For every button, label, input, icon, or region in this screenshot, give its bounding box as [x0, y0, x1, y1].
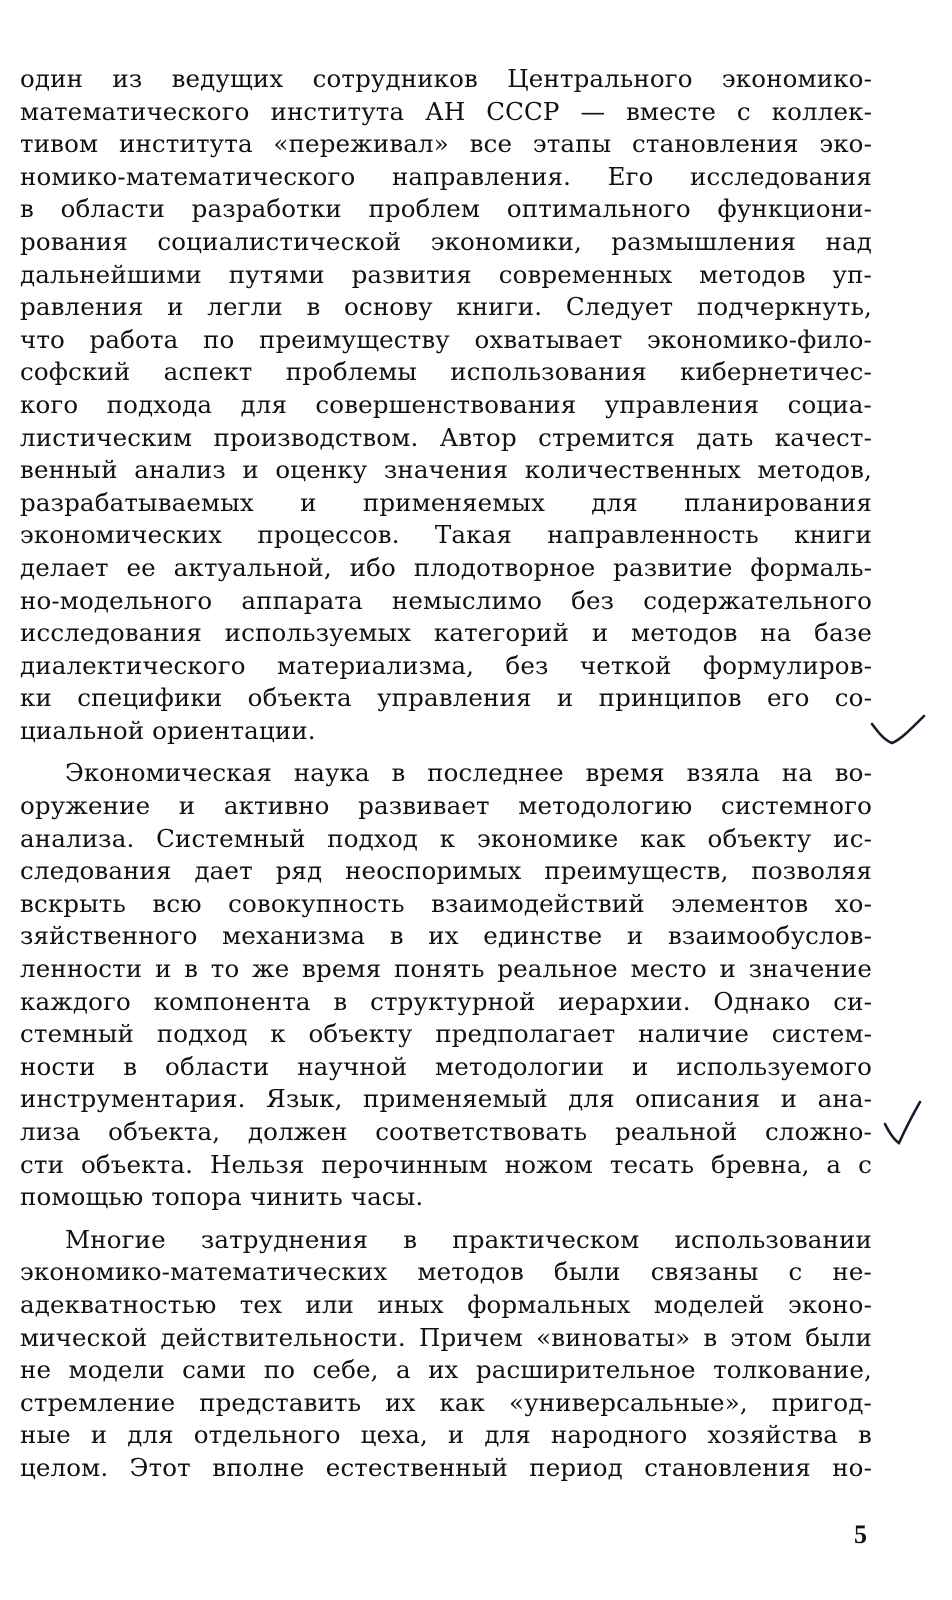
- text-line: зяйственного механизма в их единстве и взаимообуслов-: [20, 921, 872, 951]
- text-line: Экономическая наука в последнее время взяла на во-: [65, 758, 872, 788]
- text-line: один из ведущих сотрудников Центрального экономико-: [20, 64, 872, 93]
- text-line: экономических процессов. Такая направленность книги: [20, 520, 872, 550]
- text-line: ности в области научной методологии и используемого: [20, 1051, 872, 1081]
- body-text: [20, 63, 872, 1495]
- text-line: диалектического материализма, без четкой формулиров-: [20, 650, 872, 680]
- text-line: венный анализ и оценку значения количественных методов,: [20, 455, 872, 485]
- text-line: помощью топора чинить часы.: [20, 1182, 424, 1212]
- text-line: ные и для отдельного цеха, и для народного хозяйства в: [20, 1420, 872, 1450]
- page-number: 5: [854, 1520, 867, 1549]
- handwritten-check-mark-2: [880, 1098, 924, 1148]
- text-line: мической действительности. Причем «виноваты» в этом были: [20, 1322, 872, 1352]
- text-line: анализа. Системный подход к экономике как объекту ис-: [20, 823, 872, 853]
- text-line: рования социалистической экономики, размышления над: [20, 226, 872, 256]
- text-line: разрабатываемых и применяемых для планирования: [20, 487, 872, 517]
- paragraph: [20, 757, 872, 1213]
- text-line: делает ее актуальной, ибо плодотворное развитие формаль-: [20, 552, 872, 582]
- text-line: сти объекта. Нельзя перочинным ножом тесать бревна, а с: [20, 1149, 872, 1179]
- text-line: стемный подход к объекту предполагает наличие систем-: [20, 1019, 872, 1049]
- text-line: экономико-математических методов были связаны с не-: [20, 1257, 872, 1287]
- text-line: ленности и в то же время понять реальное место и значение: [20, 954, 872, 984]
- text-line: каждого компонента в структурной иерархии. Однако си-: [20, 986, 872, 1016]
- handwritten-check-mark-1: [868, 710, 928, 750]
- text-line: Многие затруднения в практическом использовании: [65, 1224, 872, 1254]
- text-line: равления и легли в основу книги. Следует подчеркнуть,: [20, 292, 872, 322]
- text-line: циальной ориентации.: [20, 715, 316, 745]
- text-line: инструментария. Язык, применяемый для описания и ана-: [20, 1084, 872, 1114]
- paragraph: [20, 1224, 872, 1485]
- text-line: стремление представить их как «универсальные», пригод-: [20, 1387, 872, 1417]
- text-line: лиза объекта, должен соответствовать реальной сложно-: [20, 1117, 872, 1146]
- text-line: листическим производством. Автор стремится дать качест-: [20, 422, 872, 452]
- text-line: вскрыть всю совокупность взаимодействий элементов хо-: [20, 888, 872, 918]
- text-line: математического института АН СССР — вместе с коллек-: [20, 96, 872, 126]
- text-line: что работа по преимуществу охватывает экономико-фило-: [20, 324, 872, 354]
- text-line: в области разработки проблем оптимального функциони-: [20, 194, 872, 224]
- text-line: исследования используемых категорий и методов на базе: [20, 618, 872, 648]
- text-line: адекватностью тех или иных формальных моделей эконо-: [20, 1289, 872, 1319]
- text-line: номико-математического направления. Его исследования: [20, 161, 872, 191]
- text-line: кого подхода для совершенствования управления социа-: [20, 389, 872, 419]
- text-line: но-модельного аппарата немыслимо без содержательного: [20, 585, 872, 615]
- text-line: софский аспект проблемы использования кибернетичес-: [20, 357, 872, 387]
- text-line: тивом института «переживал» все этапы становления эко-: [20, 129, 872, 159]
- text-line: не модели сами по себе, а их расширительное толкование,: [20, 1355, 872, 1385]
- text-line: следования дает ряд неоспоримых преимуществ, позволяя: [20, 856, 872, 886]
- paragraph: [20, 63, 872, 747]
- text-line: оружение и активно развивает методологию системного: [20, 791, 872, 821]
- text-line: целом. Этот вполне естественный период становления но-: [20, 1452, 872, 1482]
- text-line: ки специфики объекта управления и принципов его со-: [20, 683, 872, 713]
- text-line: дальнейшими путями развития современных методов уп-: [20, 259, 872, 289]
